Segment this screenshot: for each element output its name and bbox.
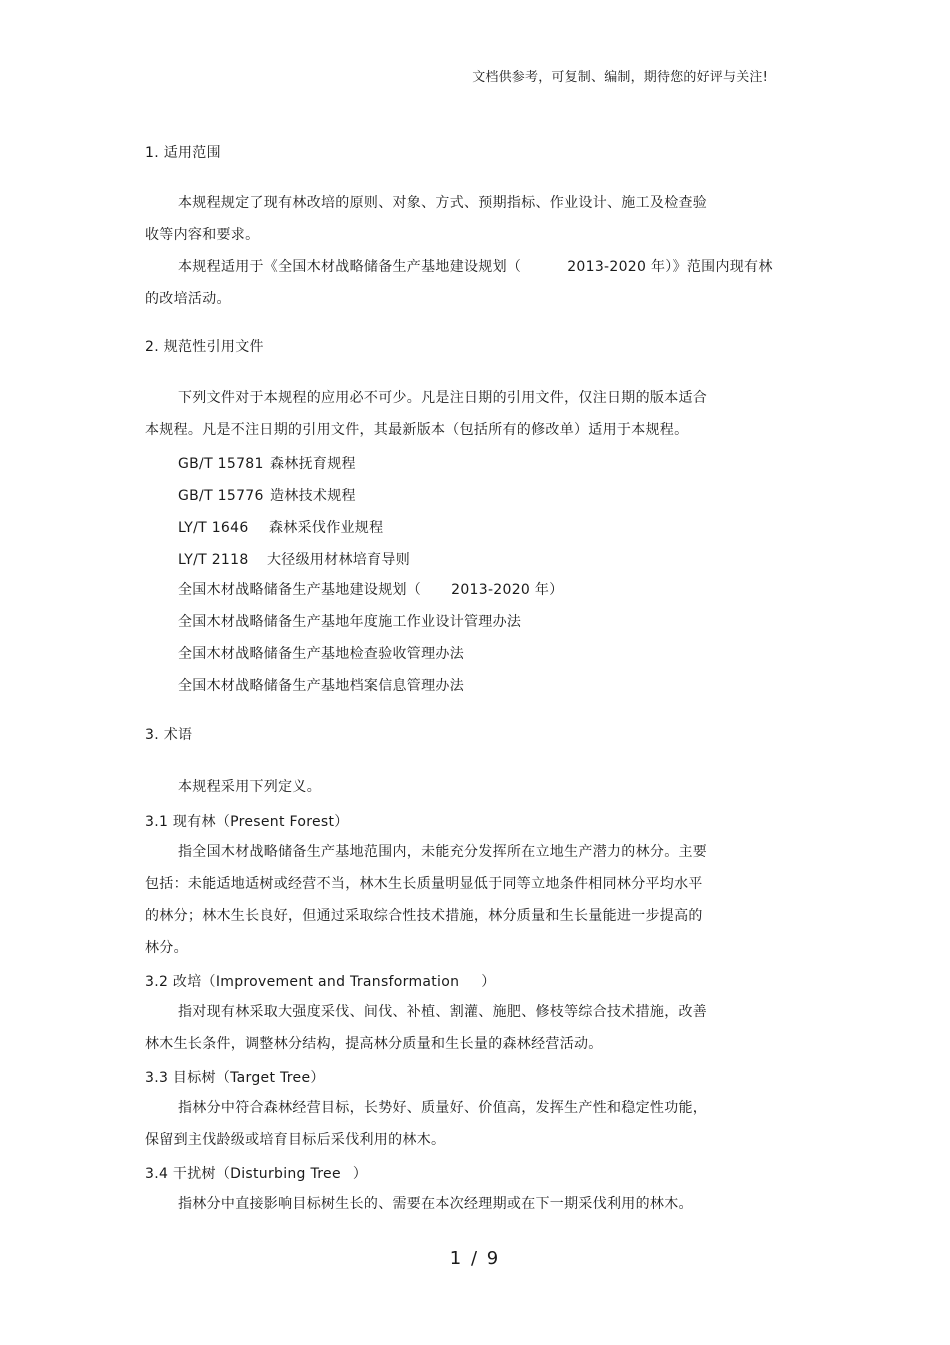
- header-note: 文档供参考，可复制、编制，期待您的好评与关注!: [472, 70, 768, 85]
- plan-title: 全国木材战略储备生产基地建设规划（: [178, 582, 422, 598]
- term-label: 3.4 干扰树（: [145, 1166, 231, 1182]
- term-3-1-line: 包括：未能适地适树或经营不当，林木生长质量明显低于同等立地条件相同林分平均水平: [145, 876, 703, 892]
- reference-code: GB/T 15776: [178, 488, 264, 504]
- term-label: 3.3 目标树（: [145, 1070, 231, 1086]
- term-3-3-line: 指林分中符合森林经营目标，长势好、质量好、价值高，发挥生产性和稳定性功能，: [178, 1100, 708, 1116]
- term-3-1-line: 林分。: [145, 940, 188, 956]
- reference-title: 森林抚育规程: [270, 456, 356, 472]
- term-english: Improvement and Transformation: [215, 974, 460, 990]
- term-3-4-line: 指林分中直接影响目标树生长的、需要在本次经理期或在下一期采伐利用的林木。: [178, 1196, 693, 1212]
- reference-item: [178, 486, 356, 506]
- reference-title: 造林技术规程: [270, 488, 356, 504]
- section-2-paragraph-line-2: 本规程。凡是不注日期的引用文件，其最新版本（包括所有的修改单）适用于本规程。: [145, 422, 689, 438]
- term-label: 3.2 改培（: [145, 974, 216, 990]
- reference-code: LY/T 2118: [178, 552, 249, 568]
- section-2-heading: 2. 规范性引用文件: [145, 339, 264, 355]
- term-3-1-heading: [145, 812, 349, 832]
- reference-code: LY/T 1646: [178, 520, 249, 536]
- reference-plan: [178, 580, 563, 600]
- plan-years: 2013-2020 年）: [451, 582, 564, 598]
- section-1-heading: 1. 适用范围: [145, 145, 221, 161]
- term-3-3-heading: [145, 1068, 325, 1088]
- term-close: ）: [334, 814, 349, 830]
- term-label: 3.1 现有林（: [145, 814, 231, 830]
- reference-item: [178, 518, 383, 538]
- section-1-paragraph-2-line-2: 的改培活动。: [145, 291, 231, 307]
- page-number: 1 / 9: [449, 1248, 501, 1269]
- section-1-paragraph-2-line-1: [178, 257, 773, 277]
- section-1-paragraph-1-line-2: 收等内容和要求。: [145, 227, 260, 243]
- section-3-heading: 3. 术语: [145, 727, 193, 743]
- reference-code: GB/T 15781: [178, 456, 264, 472]
- reference-document: 全国木材战略储备生产基地档案信息管理办法: [178, 678, 464, 694]
- reference-item: [178, 454, 356, 474]
- section-3-intro: 本规程采用下列定义。: [178, 779, 321, 795]
- reference-title: 森林采伐作业规程: [269, 520, 384, 536]
- scope-text: 本规程适用于《全国木材战略储备生产基地建设规划（: [178, 259, 522, 275]
- section-1-paragraph-1-line-1: 本规程规定了现有林改培的原则、对象、方式、预期指标、作业设计、施工及检查验: [178, 195, 708, 211]
- term-close: ）: [481, 974, 496, 990]
- term-3-4-heading: [145, 1164, 367, 1184]
- term-english: Target Tree: [230, 1070, 311, 1086]
- term-close: ）: [352, 1166, 368, 1182]
- term-3-2-heading: [145, 972, 496, 992]
- reference-item: [178, 550, 410, 570]
- reference-document: 全国木材战略储备生产基地检查验收管理办法: [178, 646, 464, 662]
- term-3-2-line: 林木生长条件，调整林分结构，提高林分质量和生长量的森林经营活动。: [145, 1036, 603, 1052]
- reference-title: 大径级用材林培育导则: [267, 552, 410, 568]
- term-english: Present Forest: [230, 814, 335, 830]
- term-close: ）: [310, 1070, 325, 1086]
- scope-years: 2013-2020 年）》范围内现有林: [567, 259, 773, 275]
- term-3-1-line: 的林分；林木生长良好，但通过采取综合性技术措施，林分质量和生长量能进一步提高的: [145, 908, 703, 924]
- reference-document: 全国木材战略储备生产基地年度施工作业设计管理办法: [178, 614, 522, 630]
- section-2-paragraph-line-1: 下列文件对于本规程的应用必不可少。凡是注日期的引用文件，仅注日期的版本适合: [178, 390, 708, 406]
- term-3-3-line: 保留到主伐龄级或培育目标后采伐利用的林木。: [145, 1132, 446, 1148]
- term-3-1-line: 指全国木材战略储备生产基地范围内，未能充分发挥所在立地生产潜力的林分。主要: [178, 844, 708, 860]
- term-3-2-line: 指对现有林采取大强度采伐、间伐、补植、割灌、施肥、修枝等综合技术措施，改善: [178, 1004, 708, 1020]
- term-english: Disturbing Tree: [230, 1166, 341, 1182]
